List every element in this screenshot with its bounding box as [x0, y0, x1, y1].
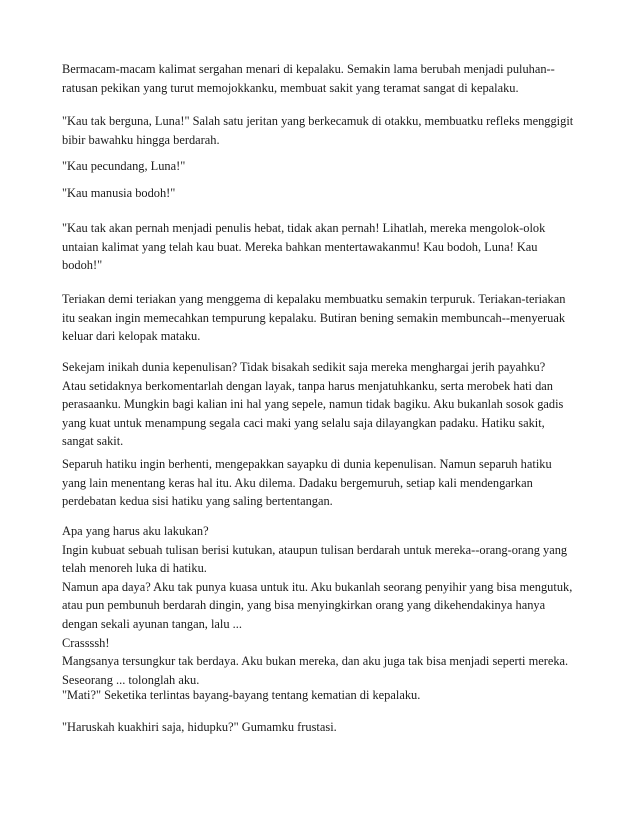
text-line: Ingin kubuat sebuah tulisan berisi kutukan, ataupun tulisan berdarah untuk mereka--orang-orang yang [62, 542, 568, 557]
text-line: "Kau tak berguna, Luna!" Salah satu jeritan yang berkecamuk di otakku, membuatku refleks menggigit [62, 114, 574, 128]
paragraph-8 [62, 455, 582, 511]
text-line: "Haruskah kuakhiri saja, hidupku?" Gumamku frustasi. [62, 720, 337, 734]
paragraph-5 [62, 219, 582, 275]
paragraph-10 [62, 686, 582, 705]
text-line: Mangsanya tersungkur tak berdaya. Aku bukan mereka, dan aku juga tak bisa menjadi seperti mereka. [62, 654, 569, 669]
text-line: Atau setidaknya berkomentarlah dengan layak, tanpa harus menjatuhkanku, serta merobek hati dan [62, 378, 553, 393]
text-line: "Kau tak akan pernah menjadi penulis hebat, tidak akan pernah! Lihatlah, mereka mengolok-olok [62, 221, 546, 235]
paragraph-1 [62, 60, 582, 97]
text-line: Sekejam inikah dunia kepenulisan? Tidak bisakah sedikit saja mereka menghargai jerih payahku? [62, 360, 546, 374]
text-line: keluar dari kelopak mataku. [62, 329, 201, 344]
text-line: bibir bawahku hingga berdarah. [62, 132, 220, 147]
text-line: "Kau pecundang, Luna!" [62, 159, 186, 173]
text-line: "Kau manusia bodoh!" [62, 186, 176, 200]
text-line: Separuh hatiku ingin berhenti, mengepakkan sayapku di dunia kepenulisan. Namun separuh hatiku [62, 457, 552, 471]
paragraph-11 [62, 718, 582, 737]
text-line: Teriakan demi teriakan yang menggema di kepalaku membuatku semakin terpuruk. Teriakan-teriakan [62, 292, 566, 306]
paragraph-2 [62, 112, 582, 149]
paragraph-9 [62, 522, 582, 689]
text-line: dengan sekali ayunan tangan, lalu ... [62, 616, 242, 631]
text-line: Crassssh! [62, 635, 110, 650]
text-line: bodoh!" [62, 258, 103, 273]
paragraph-3 [62, 157, 582, 176]
text-line: Apa yang harus aku lakukan? [62, 524, 209, 538]
text-line: Seseorang ... tolonglah aku. [62, 672, 200, 687]
text-line: itu seakan ingin memecahkan tempurung kepalaku. Butiran bening semakin membuncah--menyeruak [62, 310, 566, 325]
text-line: "Mati?" Seketika terlintas bayang-bayang tentang kematian di kepalaku. [62, 688, 421, 702]
text-line: atau pun pembunuh berdarah dingin, yang bisa menyingkirkan orang yang dikehendakinya hanya [62, 598, 546, 613]
text-line: Bermacam-macam kalimat sergahan menari di kepalaku. Semakin lama berubah menjadi puluhan-- [62, 62, 555, 76]
paragraph-7 [62, 358, 582, 451]
paragraph-6 [62, 290, 582, 346]
text-line: untaian kalimat yang telah kau buat. Mereka bahkan mentertawakanmu! Kau bodoh, Luna! Kau [62, 239, 538, 254]
text-line: perasaanku. Mungkin bagi kalian ini hal yang sepele, namun tidak bagiku. Aku bukanlah sosok gadis [62, 397, 564, 412]
text-line: ratusan pekikan yang turut memojokkanku, membuat sakit yang teramat sangat di kepalaku. [62, 80, 519, 95]
text-line: yang kuat untuk menampung segala caci maki yang selalu saja dilayangkan padaku. Hatiku sakit, [62, 415, 545, 430]
text-line: perdebatan kedua sisi hatiku yang saling bertentangan. [62, 494, 333, 509]
text-line: sangat sakit. [62, 434, 124, 449]
text-line: Namun apa daya? Aku tak punya kuasa untuk itu. Aku bukanlah seorang penyihir yang bisa mengutuk, [62, 579, 573, 594]
text-line: telah menoreh luka di hatiku. [62, 561, 207, 576]
paragraph-4 [62, 184, 582, 203]
text-line: yang lain menentang keras hal itu. Aku dilema. Dadaku bergemuruh, setiap kali mendengarkan [62, 475, 533, 490]
